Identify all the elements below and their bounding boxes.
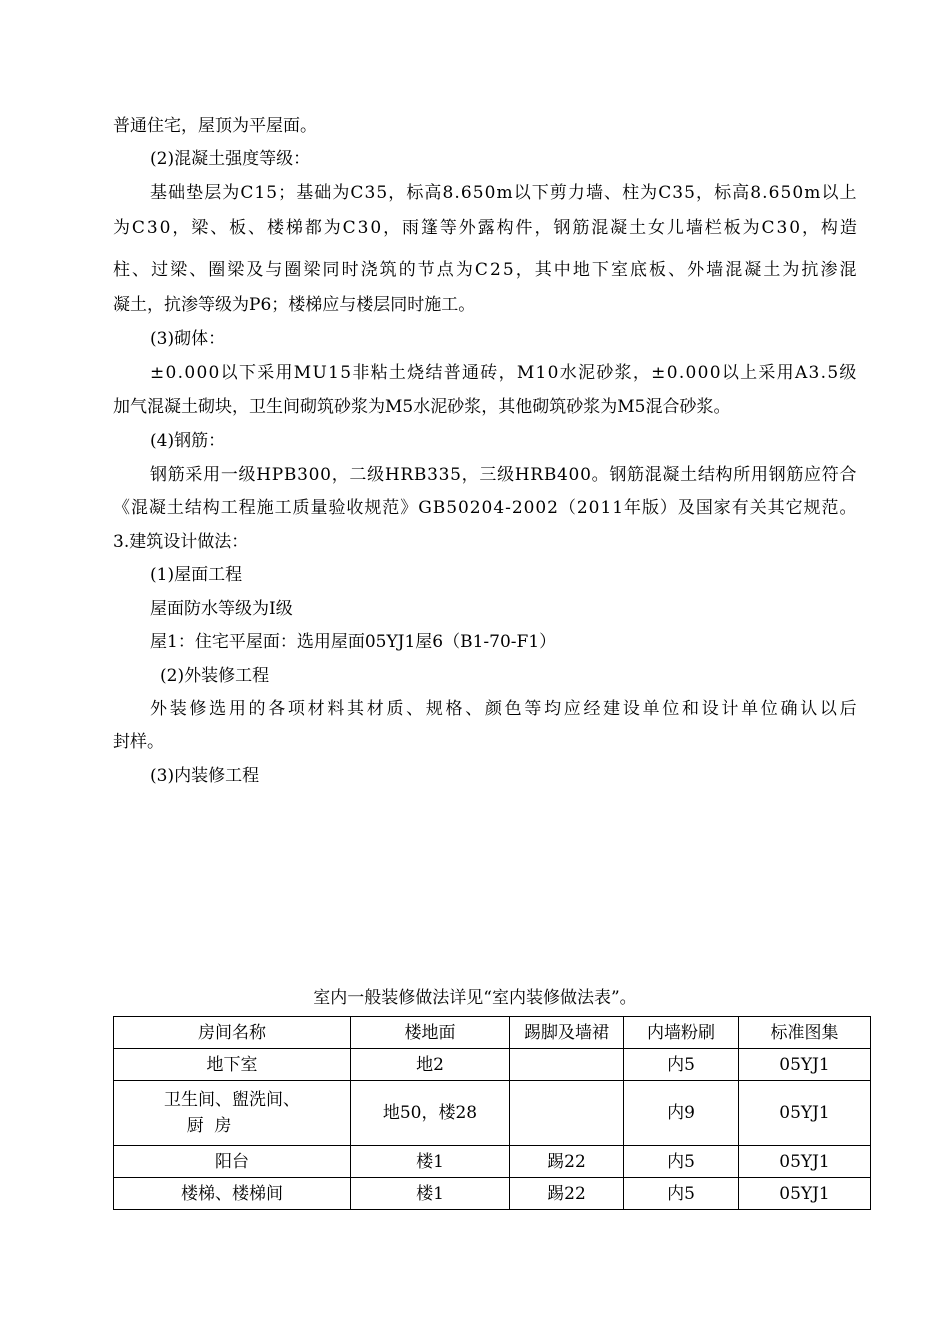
table-cell: 内5 xyxy=(624,1178,739,1210)
table-cell xyxy=(510,1081,624,1146)
line-12: 《 混 凝 土 结 构 工 程 施 工 质 量 验 收 规 范 》 G B 5 0 2 0 4 - 2 0 0 2 （ 2 0 1 1 年 版 ） 及 国 家 有 关 其 它 规 范 。 xyxy=(113,498,857,518)
table-row xyxy=(114,1178,871,1210)
table-header-cell: 踢脚及墙裙 xyxy=(510,1017,624,1049)
table-cell: 阳台 xyxy=(114,1146,351,1178)
heading-rebar: (4)钢筋： xyxy=(150,431,226,451)
line-11: 钢 筋 采 用 一 级 H P B 3 0 0 ， 二 级 H R B 3 3 5 ， 三 级 H R B 4 0 0 。 钢 筋 混 凝 土 结 构 所 用 钢 筋 应 符 合 xyxy=(150,465,857,485)
line-19: 封样。 xyxy=(113,732,164,752)
line-15: 屋面防水等级为Ⅰ级 xyxy=(150,599,293,619)
table-cell: 05YJ1 xyxy=(739,1081,871,1146)
table-header-cell: 房间名称 xyxy=(114,1017,351,1049)
table-cell: 楼1 xyxy=(351,1178,510,1210)
table-cell-line: 厨 房 xyxy=(186,1116,232,1136)
line-9: 加气混凝土砌块，卫生间砌筑砂浆为M5水泥砂浆，其他砌筑砂浆为M5混合砂浆。 xyxy=(113,397,731,417)
heading-masonry: (3)砌体： xyxy=(150,329,226,349)
table-cell: 内5 xyxy=(624,1146,739,1178)
table-cell: 05YJ1 xyxy=(739,1146,871,1178)
heading-concrete-grade: (2)混凝土强度等级： xyxy=(150,149,311,169)
table-cell: 地下室 xyxy=(114,1049,351,1081)
table-row xyxy=(114,1081,871,1146)
table-cell xyxy=(114,1081,351,1146)
table-cell xyxy=(510,1049,624,1081)
table-cell: 05YJ1 xyxy=(739,1049,871,1081)
table-cell: 楼梯、楼梯间 xyxy=(114,1178,351,1210)
interior-finish-table xyxy=(113,1016,871,1210)
table-cell: 地50，楼28 xyxy=(351,1081,510,1146)
table-cell: 内9 xyxy=(624,1081,739,1146)
heading-architectural-design: 3.建筑设计做法： xyxy=(113,532,249,552)
line-4: 为 C 3 0 ， 梁 、 板 、 楼 梯 都 为 C 3 0 ， 雨 篷 等 外 露 构 件 ， 钢 筋 混 凝 土 女 儿 墙 栏 板 为 C 3 0 ， 构 造 xyxy=(113,218,857,238)
table-caption: 室内一般装修做法详见“室内装修做法表”。 xyxy=(313,988,637,1008)
line-8: ± 0 . 0 0 0 以 下 采 用 M U 1 5 非 粘 土 烧 结 普 通 砖 ， M 1 0 水 泥 砂 浆 ， ± 0 . 0 0 0 以 上 采 用 A 3 . 5 级 xyxy=(150,363,857,383)
table-row xyxy=(114,1146,871,1178)
heading-roof: (1)屋面工程 xyxy=(150,565,243,585)
table-cell: 踢22 xyxy=(510,1146,624,1178)
table-row xyxy=(114,1049,871,1081)
line-1: 普通住宅，屋顶为平屋面。 xyxy=(113,116,317,136)
table-cell: 地2 xyxy=(351,1049,510,1081)
table-cell-line: 卫生间、盥洗间、 xyxy=(164,1090,300,1110)
table-cell: 踢22 xyxy=(510,1178,624,1210)
heading-interior-finish: (3)内装修工程 xyxy=(150,766,260,786)
table-cell: 楼1 xyxy=(351,1146,510,1178)
table-header-cell: 内墙粉刷 xyxy=(624,1017,739,1049)
heading-exterior-finish: (2)外装修工程 xyxy=(160,666,270,686)
table-cell: 05YJ1 xyxy=(739,1178,871,1210)
table-header-cell: 楼地面 xyxy=(351,1017,510,1049)
line-3: 基 础 垫 层 为 C 1 5 ； 基 础 为 C 3 5 ， 标 高 8 . 6 5 0 m 以 下 剪 力 墙 、 柱 为 C 3 5 ， 标 高 8 . 6 5 0 m 以 上 xyxy=(150,183,857,203)
table-cell: 内5 xyxy=(624,1049,739,1081)
line-18: 外 装 修 选 用 的 各 项 材 料 其 材 质 、 规 格 、 颜 色 等 均 应 经 建 设 单 位 和 设 计 单 位 确 认 以 后 xyxy=(150,699,857,719)
table-header-row xyxy=(114,1017,871,1049)
line-5: 柱 、 过 梁 、 圈 梁 及 与 圈 梁 同 时 浇 筑 的 节 点 为 C 2 5 ， 其 中 地 下 室 底 板 、 外 墙 混 凝 土 为 抗 渗 混 xyxy=(113,260,857,280)
line-16: 屋1：住宅平屋面：选用屋面05YJ1屋6（B1-70-F1） xyxy=(150,632,557,652)
line-6: 凝土，抗渗等级为P6；楼梯应与楼层同时施工。 xyxy=(113,295,476,315)
table-header-cell: 标准图集 xyxy=(739,1017,871,1049)
